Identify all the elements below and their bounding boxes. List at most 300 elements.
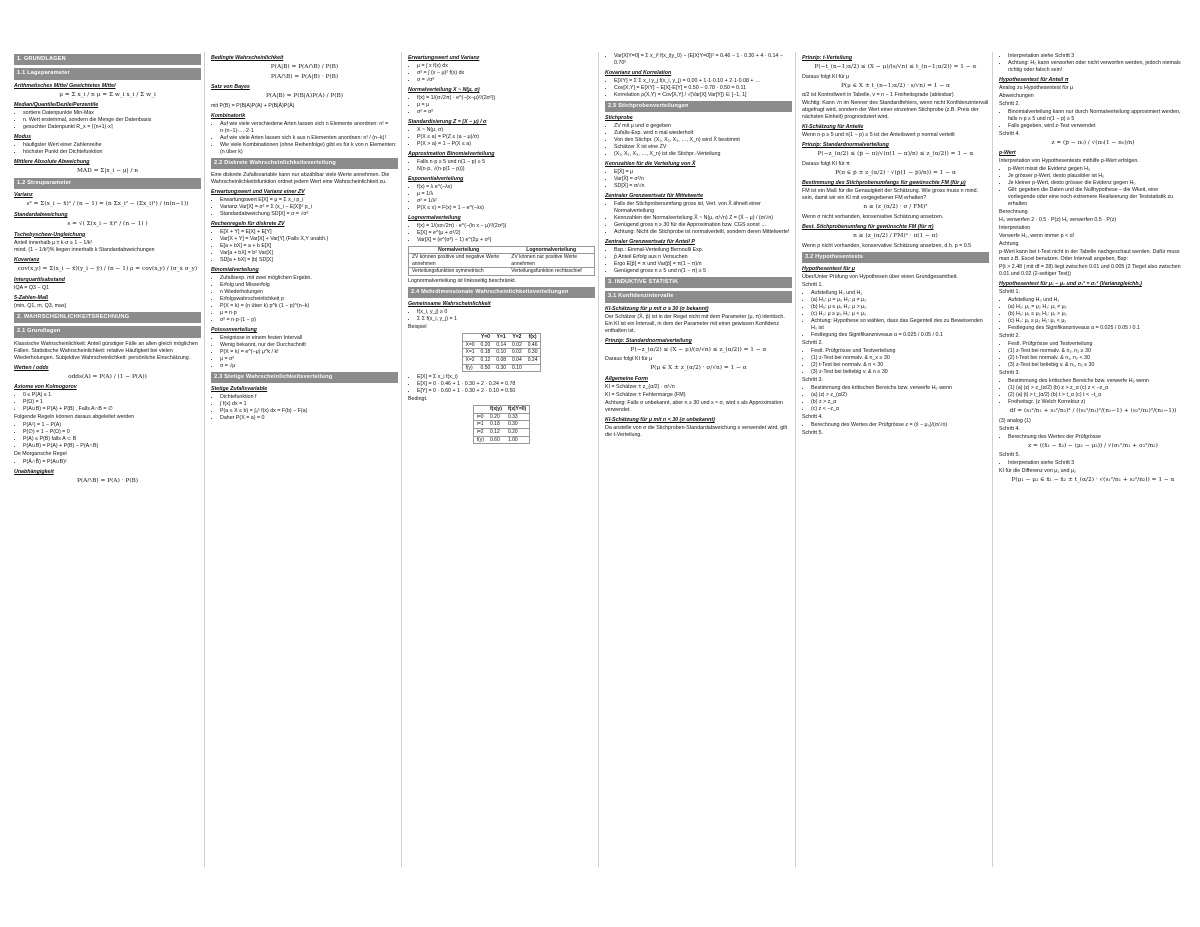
table-header-cell — [473, 406, 487, 414]
list-item: • f(x) = 1/(σ√2π) · e^(−(x−μ)²/(2σ²)) — [417, 95, 595, 102]
bullet-list — [417, 159, 595, 173]
list-item: • X ~ N(μ, σ) — [417, 127, 595, 134]
list-item: • σ² = ∫ (x − μ)² f(x) dx — [417, 70, 595, 77]
table-cell: 0.50 — [478, 364, 494, 372]
list-item: • (3) z-Test bei beliebig v. & n₁, n₂ ≥ 30 — [1008, 362, 1187, 369]
paragraph: Achtung: Falls σ unbekannt, aber n ≥ 30 und s ≈ σ, wird s als Approximation verwendet. — [605, 399, 783, 413]
bullet-list — [417, 223, 595, 244]
column-5 — [802, 52, 993, 867]
list-item: • σ² = 1/λ² — [417, 198, 595, 205]
bullet-list — [1008, 53, 1187, 74]
bullet-list — [1008, 378, 1187, 406]
table-row — [409, 254, 595, 268]
paragraph: Schritt 3. — [999, 370, 1020, 377]
list-item: • Var[X̄] = σ²/n — [614, 176, 792, 183]
bullet-list — [1008, 341, 1187, 369]
paragraph: Abweichungen — [999, 92, 1034, 99]
list-item: • p-Wert misst die Evidenz gegen H₀ — [1008, 166, 1187, 173]
list-item: • E[X] = e^(μ + σ²/2) — [417, 230, 595, 237]
list-item: • Falls der Stichprobenumfang gross ist, Vert. von X̄ ähnelt einer Normalverteilung — [614, 201, 792, 215]
paragraph: mit P(B) = P(B|A)P(A) + P(B|Ā)P(Ā) — [211, 102, 295, 109]
formula: MAD = Σ|x_i − μ| / n — [76, 168, 139, 175]
subsection-title: Erwartungswert und Varianz — [408, 55, 480, 61]
paragraph: p-Wert kann bei t-Test nicht in der Tabelle nachgeschaut werden. Dafür muss man z.B. Excel benutzen. Oder Intervall angeben, Bsp: — [999, 249, 1180, 263]
bullet-list — [417, 127, 595, 148]
table-cell: Verteilungsfunktion rechtsschief — [508, 268, 594, 276]
section-header: 3. INDUKTIVE STATISTIK — [605, 277, 792, 288]
list-item: • P(A) ≤ P(B) falls A ⊂ B — [23, 436, 201, 443]
bullet-list — [614, 78, 792, 99]
list-item: • μ = n·p — [220, 310, 398, 317]
list-item: • (1) z-Test bei normalv. & n₁, n₂ ≥ 30 — [1008, 348, 1187, 355]
subsection-title: Kombinatorik — [211, 112, 246, 119]
column-6 — [999, 52, 1190, 867]
formula: df = (s₁²/n₁ + s₂²/n₂)² / ((s₁²/n₁)²/(n₁−1) + (s₂²/n₂)²/(n₂−1)) — [1009, 407, 1177, 414]
paragraph: Schritt 4. — [999, 425, 1020, 432]
list-item: • Falls n·p ≥ 5 und n(1 − p) ≥ 5 — [417, 159, 595, 166]
section-header: 2.4 Mehrdimensionale Wahrscheinlichkeitsverteilungen — [408, 287, 595, 298]
formula: μ = Σ x_i / n μ = Σ w_i x_i / Σ w_i — [59, 91, 156, 98]
list-item: • SD[X̄] = σ/√n — [614, 183, 792, 190]
section-header: 1.1 Lageparameter — [14, 68, 201, 79]
paragraph: Schritt 4. — [999, 130, 1020, 137]
bullet-list — [1008, 109, 1187, 130]
subsection-title: Zentraler Grenzwertsatz für Anteil P — [605, 239, 695, 246]
bullet-list — [417, 63, 595, 84]
formula: cov(x,y) = Σ(x_i − x̄)(y_i − ȳ) / (n − 1) ρ = cov(x,y) / (σ_x σ_y) — [17, 266, 198, 273]
table-cell: 0.08 — [493, 357, 509, 365]
subsection-title: Standardabweichung — [14, 211, 68, 218]
list-item: • σ = √σ² — [417, 77, 595, 84]
list-item: • (2) (a) |t| > t_(α/2) (b) t > t_α (c) t < −t_α — [1008, 392, 1187, 399]
list-item: • Falls gegeben, wird z-Test verwendet — [1008, 123, 1187, 130]
subsection-title: Erwartungswert und Varianz einer ZV — [211, 189, 305, 196]
table-row — [473, 428, 529, 436]
bullet-list — [1008, 460, 1187, 467]
bullet-list — [1008, 434, 1187, 441]
table-header-cell: Y=2 — [509, 334, 525, 342]
table-cell: f(y) — [473, 436, 487, 444]
section-header: 2.2 Diskrete Wahrscheinlichkeitsverteilung — [211, 158, 398, 169]
formula: P(π ∈ p̂ ± z_(α/2) · √(p̂(1 − p̂)/n)) = 1 − α — [835, 169, 956, 176]
subsection-title: Prinzip: Standardnormalverteilung — [605, 337, 692, 344]
table-cell: i=0 — [473, 413, 487, 421]
paragraph: Bedingt. — [408, 396, 428, 403]
table-cell: 0.46 — [525, 341, 541, 349]
list-item: • Σ Σ f(x_i, y_j) = 1 — [417, 316, 595, 323]
paragraph: P(t > 2.48 | mit df = 28) liegt zwischen 0.01 und 0.005 (2 Tiegel also zwischen 0.01 und 0.02 (2-seitiger Test)) — [999, 264, 1181, 278]
bullet-list — [417, 309, 595, 323]
subsection-title: Stetige Zufallsvariable — [211, 386, 268, 393]
table-cell: 0.02 — [509, 341, 525, 349]
table-cell: 0.30 — [505, 421, 530, 429]
list-item: • Korrelation ρ(X,Y) = Cov[X,Y] / √(Var[X] Var[Y]) ∈ [−1, 1] — [614, 92, 792, 99]
section-header: 3.2 Hypothesentests — [802, 252, 989, 263]
list-item: • (a) |z| > z_(α/2) — [811, 392, 989, 399]
subsection-title: Normalverteilung X ~ N(μ, σ) — [408, 86, 480, 93]
subsection-title: p-Wert — [999, 150, 1016, 157]
table-header-cell: Y=0 — [478, 334, 494, 342]
bullet-list — [1008, 297, 1187, 332]
subsection-title: Exponentialverteilung — [408, 175, 464, 182]
subsection-title: Best. Stichprobenumfang für gewünschte FM (für π) — [802, 223, 934, 230]
paragraph: (min, Q1, m, Q3, max) — [14, 303, 67, 310]
paragraph: Folgende Regeln können daraus abgeleitet werden — [14, 414, 135, 421]
subsection-title: Allgemeine Form — [605, 375, 648, 382]
list-item: • p̂ Anteil Erfolg aus n Versuchen — [614, 254, 792, 261]
list-item: • Je kleiner p-Wert, desto grösser die Evidenz gegen H₀ — [1008, 180, 1187, 187]
list-item: • Wie viele Kombinationen (ohne Reihenfolge) gibt es für k von n Elementen: (n über k) — [220, 142, 398, 156]
subsection-title: KI-Schätzung für Anteile — [802, 124, 864, 131]
list-item: • Schätzer X̄ ist eine ZV — [614, 144, 792, 151]
bullet-list — [1008, 166, 1187, 208]
table-header-cell: f(x|y) — [487, 406, 505, 414]
list-item: • Bestimmung des kritischen Bereichs bzw. verwerfe H₀ wenn — [1008, 378, 1187, 385]
list-item: • P(X = k) = (n über k) p^k (1 − p)^(n−k) — [220, 303, 398, 310]
list-item: • Var[X] = (e^(σ²) − 1) e^(2μ + σ²) — [417, 237, 595, 244]
list-item: • (a) H₀: μ = μ₀ H₁: μ ≠ μ₀ — [811, 297, 989, 304]
list-item: • 0 ≤ P(A) ≤ 1 — [23, 392, 201, 399]
table-row — [473, 421, 529, 429]
formula: P(μ₁ − μ₂ ∈ x̄₁ − x̄₂ ± t_(α/2) · √(s₁²/n₁ + s₂²/n₂)) = 1 − α — [1011, 477, 1175, 484]
table-cell: 0.24 — [525, 357, 541, 365]
table-cell: 0.20 — [505, 428, 530, 436]
table-row — [462, 364, 541, 372]
list-item: • Festl. Prüfgrösse und Testverteilung — [811, 348, 989, 355]
bullet-list — [23, 142, 201, 156]
list-item: • Je grösser p-Wert, desto plausibler ist H₀ — [1008, 173, 1187, 180]
list-item: • Daher P(X = a) = 0 — [220, 415, 398, 422]
list-item: • Festl. Prüfgrösse und Testverteilung — [1008, 341, 1187, 348]
subsection-title: Poissonverteilung — [211, 326, 257, 333]
subsection-title: Zentraler Grenzwertsatz für Mittelwerte — [605, 193, 704, 200]
formula: P(−z_(α/2) ≤ (p̂ − π)/√(π(1 − π)/n) ≤ z_(α/2)) = 1 − α — [817, 151, 974, 158]
paragraph: Da anstelle von σ die Stichproben-Standardabweichung s verwendet wird, gilt die t-Verteilung. — [605, 424, 787, 438]
section-header: 2. WAHRSCHEINLICHKEITSRECHNUNG — [14, 312, 201, 323]
list-item: • μ = σ² — [220, 356, 398, 363]
list-item: • gesuchter Datenpunkt R_x = ⌈(n+1)·x⌉ — [23, 124, 201, 131]
bullet-list — [220, 394, 398, 422]
column-1 — [14, 52, 205, 867]
list-item: • σ² = n·p·(1 − p) — [220, 317, 398, 324]
bullet-list — [811, 422, 989, 429]
table-header-cell — [462, 334, 478, 342]
subsection-title: 5-Zahlen-Maß — [14, 295, 49, 302]
list-item: • P(X > a) = 1 − P(X ≤ a) — [417, 141, 595, 148]
list-item: • Berechnung des Wertes der Prüfgrösse z = (x̄ − μ₀)/(σ/√n) — [811, 422, 989, 429]
list-item: • (1) z-Test bei normalv. & n_x ≥ 30 — [811, 355, 989, 362]
formula: P(−t_(n−1;α/2) ≤ (X̄ − μ)/(s/√n) ≤ t_(n−1;α/2)) = 1 − α — [814, 63, 977, 70]
paragraph: (3) analog (1) — [999, 417, 1031, 424]
paragraph: FM ist ein Maß für die Genauigkeit der Schätzung. Wie gross muss n mind. sein, damit wir ein KI mit vorgegebener FM erhalten? — [802, 188, 979, 202]
subsection-title: KI-Schätzung für μ mit n < 30 (σ unbekannt) — [605, 416, 715, 423]
list-item: • n. Wert ersteinmal, sondern die Menge der Datenbasis — [23, 117, 201, 124]
formula: P(−z_(α/2) ≤ (X̄ − μ)/(σ/√n) ≤ z_(α/2)) = 1 − α — [630, 346, 767, 353]
list-item: • E[X + Y] = E[X] + E[Y] — [220, 229, 398, 236]
subsection-title: Mittlere Absolute Abweichung — [14, 159, 90, 166]
list-item: • P(Ω) = 1 — [23, 399, 201, 406]
subsection-title: Binomialverteilung — [211, 266, 259, 273]
list-item: • SD[a + bX] = |b| SD[X] — [220, 257, 398, 264]
list-item: • Standardabweichung SD[X] = σ = √σ² — [220, 211, 398, 218]
bullet-list — [417, 95, 595, 116]
list-item: • (c) H₀: μ ≥ μ₀ H₁: μ < μ₀ — [811, 311, 989, 318]
table-header-cell: Y=1 — [493, 334, 509, 342]
bullet-list — [811, 348, 989, 376]
list-item: • ∫ f(x) dx = 1 — [220, 401, 398, 408]
table-header-row — [462, 334, 541, 342]
section-header: 2.5 Stichprobenverteilungen — [605, 101, 792, 112]
list-item: • Varianz Var[X] = σ² = Σ (x_i − E[X])² p_i — [220, 204, 398, 211]
subsection-title: Wetten / odds — [14, 364, 49, 371]
list-item: • Festlegung des Signifikanzniveaus α = 0.025 / 0.05 / 0.1 — [1008, 325, 1187, 332]
list-item: • (1) (a) |z| > z_(α/2) (b) z > z_α (c) z < −z_α — [1008, 385, 1187, 392]
table-cell: 0.33 — [505, 413, 530, 421]
table-cell: Verteilungsfunktion symmetrisch — [409, 268, 509, 276]
list-item: • P(A∪B) = P(A) + P(B) − P(A∩B) — [23, 443, 201, 450]
list-item: • (b) z > z_α — [811, 399, 989, 406]
table-row — [462, 341, 541, 349]
list-item: • Wenig bekannt, nur der Durchschnitt — [220, 342, 398, 349]
list-item: • P(Ā∩B̄) = P(A∪B)ᶜ — [23, 459, 201, 466]
list-item: • Zufalls-Exp. wird n mal wiederholt — [614, 130, 792, 137]
section-header: 3.1 Konfidenzintervalle — [605, 291, 792, 302]
table-cell: 0.12 — [478, 357, 494, 365]
list-item: • P(Aᶜ) = 1 − P(A) — [23, 422, 201, 429]
formula: P(A∩B) = P(A) · P(B) — [76, 478, 139, 485]
table-cell: 0.30 — [493, 364, 509, 372]
list-item: • Kennzahlen der Normalverteilung X̄ ~ N(μ, σ/√n) Z = (X̄ − μ) / (σ/√n) — [614, 215, 792, 222]
list-item: • Ergo E[p̂] = π und Var[p̂] = π(1 − π)/n — [614, 261, 792, 268]
paragraph: mind. (1 − 1/k²)% liegen innerhalb k Standardabweichungen — [14, 247, 155, 254]
table-cell: ZV können positive und negative Werte annehmen — [409, 254, 509, 268]
paragraph: Verwerfe H₀, wenn immer p < α! — [999, 233, 1075, 240]
bullet-list — [614, 53, 792, 67]
paragraph: KI = Schätzer ± z_(α/2) · σ/√n — [605, 383, 675, 390]
table-row — [473, 436, 529, 444]
bullet-list — [811, 385, 989, 413]
list-item: • E[Y] = 0 · 0.60 + 1 · 0.30 + 2 · 0.10 = 0.50 — [417, 388, 595, 395]
paragraph: Schritt 1. — [999, 289, 1020, 296]
formula: P(A|B) = P(B|A)P(A) / P(B) — [265, 93, 344, 100]
paragraph: Schritt 5. — [999, 452, 1020, 459]
list-item: • P(a ≤ X ≤ b) = ∫ₐᵇ f(x) dx = F(b) − F(a) — [220, 408, 398, 415]
list-item: • E[X̄] = μ — [614, 169, 792, 176]
section-header: 2.3 Stetige Wahrscheinlichkeitsverteilung — [211, 372, 398, 383]
list-item: • f(x_i, y_j) ≥ 0 — [417, 309, 595, 316]
table-cell: 0.20 — [478, 341, 494, 349]
list-item: • n Wiederholungen — [220, 289, 398, 296]
table-cell: 0.04 — [509, 357, 525, 365]
table-cell: i=1 — [473, 421, 487, 429]
formula: n ≥ (z_(α/2) / FM)² · π(1 − π) — [853, 232, 938, 239]
subsection-title: Arithmetisches Mittel Gewichtetes Mittel — [14, 82, 116, 89]
column-2 — [211, 52, 402, 867]
table-cell: 0.10 — [493, 349, 509, 357]
list-item: • Genügend gross n ≥ 5 und n(1 − π) ≥ 5 — [614, 268, 792, 275]
list-item: • E[X] = 0 · 0.46 + 1 · 0.30 + 2 · 0.24 = 0.78 — [417, 381, 595, 388]
list-item: • Genügend gross n ≥ 30 für die Approximation bzw. CGS sonst … — [614, 222, 792, 229]
list-item: • (a) H₀: μ₁ = μ₂ H₁: μ₁ ≠ μ₂ — [1008, 304, 1187, 311]
list-item: • Festlegung des Signifikanzniveaus α = 0.025 / 0.05 / 0.1 — [811, 332, 989, 339]
list-item: • Var[X + Y] = Var[X] + Var[Y] (Falls X,Y unabh.) — [220, 236, 398, 243]
subsection-title: Median/Quantile/Dezile/Perzentile — [14, 102, 99, 109]
paragraph: Achtung — [999, 241, 1019, 248]
paragraph: Schritt 2. — [999, 100, 1020, 107]
list-item: • (c) H₀: μ₁ ≥ μ₂ H₁: μ₁ < μ₂ — [1008, 318, 1187, 325]
subsection-title: Rechenregeln für diskrete ZV — [211, 221, 285, 228]
list-item: • Var[a + bX] = b² Var[X] — [220, 250, 398, 257]
bullet-list — [23, 392, 201, 413]
bullet-list — [614, 169, 792, 190]
list-item: • μ = ∫ x f(x) dx — [417, 63, 595, 70]
table-cell: i=2 — [473, 428, 487, 436]
formula: P(μ ∈ X̄ ± z_(α/2) · σ/√n) = 1 − α — [650, 365, 747, 372]
paragraph: Analog zu Hypothesentest für μ — [999, 84, 1074, 91]
list-item: • Var[X|Y=0] = Σ x_i² f(x_i|y_0) − (E[X|Y=0])² = 0.46 − 1 · 0.30 + 4 · 0.14 − 0.70² — [614, 53, 792, 67]
bullet-list — [417, 374, 595, 395]
table-row — [462, 349, 541, 357]
subsection-title: Standardisierung Z = (X − μ) / σ — [408, 118, 487, 125]
paragraph: Schritt 1. — [802, 281, 823, 288]
paragraph: Berechnung — [999, 209, 1028, 216]
paragraph: H₀ verwerfen 2 · 0.5 · P(z) H₀ verwerfen 0.5 · P(z) — [999, 217, 1117, 224]
section-header: 1.2 Streuparameter — [14, 178, 201, 189]
paragraph: Daraus folgt KI für π — [802, 160, 850, 167]
paragraph: Schritt 2. — [999, 333, 1020, 340]
paragraph: Schritt 4. — [802, 413, 823, 420]
list-item: • Auf wie viele verschiedene Arten lassen sich n Elemente anordnen: n! = n·(n−1)·…·2·1 — [220, 121, 398, 135]
list-item: • Binomialverteilung kann nur durch Normalverteilung approximiert werden, falls n·p ≥ 5 und n(1 − p) ≥ 5 — [1008, 109, 1187, 123]
bullet-list — [614, 201, 792, 236]
subsection-title: Hypothesentest für μ₁ − μ₂ und σ₁² = σ₂² (Varianzgleichh.) — [999, 281, 1142, 288]
list-item: • f(x) = λ e^(−λx) — [417, 184, 595, 191]
table-cell: X=0 — [462, 341, 478, 349]
table-header-cell: f(x|Y=0) — [505, 406, 530, 414]
list-item: • Aufstellung H₀ und H₁ — [811, 290, 989, 297]
formula: P(μ ∈ X̄ ± t_(n−1;α/2) · s/√n) = 1 − α — [841, 82, 950, 89]
subsection-title: Kovarianz — [14, 257, 40, 264]
list-item: • E[a + bX] = a + b E[X] — [220, 243, 398, 250]
paragraph: Schritt 3. — [802, 376, 823, 383]
bullet-list — [811, 290, 989, 339]
paragraph: Schritt 2. — [802, 339, 823, 346]
subsection-title: Bestimmung des Stichprobenumfangs für gewünschte FM (für μ) — [802, 180, 966, 187]
list-item: • Bsp.: Einmal-Verteilung Bernoulli Exp. — [614, 247, 792, 254]
list-item: • (b) H₀: μ ≤ μ₀ H₁: μ > μ₀ — [811, 304, 989, 311]
paragraph: Interpretation — [999, 225, 1031, 232]
list-item: • Cov[X,Y] = E[XY] − E[X]·E[Y] = 0.50 − 0.78 · 0.50 = 0.11 — [614, 85, 792, 92]
table-header-row — [473, 406, 529, 414]
bullet-list — [220, 197, 398, 218]
list-item: • (3) z-Test bei beliebig v. & n ≥ 30 — [811, 369, 989, 376]
subsection-title: Hypothesentest für μ — [802, 265, 855, 272]
subsection-title: Prinzip: t-Verteilung — [802, 55, 853, 61]
subsection-title: Kennzahlen für die Verteilung von X̄ — [605, 161, 696, 168]
bullet-list — [220, 121, 398, 156]
list-item: • P(∅) = 1 − P(Ω) = 0 — [23, 429, 201, 436]
table-cell: 0.18 — [478, 349, 494, 357]
table-header-cell: Lognormalverteilung — [508, 246, 594, 254]
list-item: • (X₁, X₂, X₃, …, X_n) ist die Stichpr.-Verteilung — [614, 151, 792, 158]
bullet-list — [23, 422, 201, 450]
list-item: • P(A∪B) = P(A) + P(B) , Falls A∩B = ∅ — [23, 406, 201, 413]
list-item: • Interpretation siehe Schritt 3 — [1008, 53, 1187, 60]
formula: P(A∩B) = P(A|B) · P(B) — [270, 73, 339, 80]
list-item: • f(x) = 1/(xσ√2π) · e^(−(ln x − μ)²/(2σ²)) — [417, 223, 595, 230]
formula: z = (p̂ − π₀) / √(π₀(1 − π₀)/n) — [1051, 139, 1135, 146]
subsection-title: Varianz — [14, 192, 33, 199]
subsection-title: Approximation Binomialverteilung — [408, 150, 495, 157]
list-item: • Berechnung des Wertes der Prüfgrösse — [1008, 434, 1187, 441]
table-cell: X=1 — [462, 349, 478, 357]
bullet-list — [220, 275, 398, 324]
section-header: 2.1 Grundlagen — [14, 326, 201, 337]
paragraph: KI = Schätzer ± Fehlermarge (FM) — [605, 391, 686, 398]
table-cell: f(y) — [462, 364, 478, 372]
list-item: • (2) t-Test bei normalv. & n < 30 — [811, 362, 989, 369]
list-item: • ZV mit μ und σ gegeben — [614, 123, 792, 130]
formula: s = √( Σ(x_i − x̄)² / (n − 1) ) — [67, 220, 148, 227]
column-4 — [605, 52, 796, 867]
list-item: • Von den Stichpr. (X₁, X₂, X₃, …, X_n) wird X̄ bestimmt — [614, 137, 792, 144]
paragraph: De Morgansche Regel — [14, 451, 67, 458]
cheat-sheet-page — [14, 52, 1190, 867]
list-item: • Erfolg und Misserfolg — [220, 282, 398, 289]
list-item: • Zufallsexp. mit zwei möglichen Ergebn. — [220, 275, 398, 282]
subsection-title: Tschebyschew-Ungleichung — [14, 231, 86, 238]
list-item: • Erwartungswert E[X] = μ = Σ x_i p_i — [220, 197, 398, 204]
list-item: • E[X] = Σ x_i f(x_i) — [417, 374, 595, 381]
paragraph: Daraus folgt KI für μ — [605, 356, 653, 363]
paragraph: Eine diskrete Zufallsvariable kann nur abzählbar viele Werte annehmen. Die Wahrscheinlichkeitsfunktion ordnet jedem Wert eine Wahrscheinlichkeit zu. — [211, 172, 390, 186]
formula: odds(A) = P(A) / (1 − P(A)) — [68, 373, 147, 380]
table-cell: 0.12 — [487, 428, 505, 436]
list-item: • Aufstellung H₀ und H₁ — [1008, 297, 1187, 304]
paragraph: α/2 ist Kontrollwert in Tabelle, ν = n − 1 Freiheitsgrade (ablesbar) — [802, 92, 954, 99]
bullet-list — [614, 123, 792, 158]
list-item: • P(X = k) = e^(−μ) μ^k / k! — [220, 349, 398, 356]
paragraph: Wenn p nicht vorhanden, konservative Schätzung ansetzen, d.h. p = 0.5 — [802, 242, 972, 249]
table-cell: 0.18 — [487, 421, 505, 429]
bullet-list — [23, 110, 201, 131]
subsection-title: Stichprobe — [605, 115, 633, 122]
list-item: • sortiere Datenpunkte Min-Max — [23, 110, 201, 117]
list-item: • Interpretation siehe Schritt 3 — [1008, 460, 1187, 467]
table-cell: 0.02 — [509, 349, 525, 357]
list-item: • P(X ≤ a) = P(Z ≤ (a − μ)/σ) — [417, 134, 595, 141]
subsection-title: Interquartilsabstand — [14, 277, 65, 284]
table-row — [409, 268, 595, 276]
table-cell: ZV können nur positive Werte annehmen — [508, 254, 594, 268]
subsection-title: Gemeinsame Wahrscheinlichkeit — [408, 301, 491, 308]
list-item: • E[XY] = Σ Σ x_i y_j f(x_i, y_j) = 0.00 + 1·1·0.10 + 2·1·0.08 + … — [614, 78, 792, 85]
paragraph: Wenn σ nicht vorhanden, konservative Schätzung ansetzen. — [802, 214, 944, 220]
subsection-title: Bedingte Wahrscheinlichkeit — [211, 55, 284, 61]
list-item: • μ = μ — [417, 102, 595, 109]
data-table — [473, 405, 530, 444]
list-item: • P(X ≤ x) = F(x) = 1 − e^(−λx) — [417, 205, 595, 212]
list-item: • σ = √μ — [220, 363, 398, 370]
list-item: • Achtung: Nicht die Stichprobe ist normalverteilt, sondern deren Mittelwerte! — [614, 229, 792, 236]
table-cell: X=2 — [462, 357, 478, 365]
subsection-title: Kovarianz und Korrelation — [605, 69, 672, 76]
subsection-title: Modus — [14, 134, 32, 141]
formula: z = ((x̄₁ − x̄₂) − (μ₁ − μ₂)) / √(σ₁²/n₁ + σ₂²/n₂) — [1028, 442, 1158, 449]
list-item: • Achtung: Hypothese so wählen, dass das Gegenteil des zu Beweisenden H₀ ist — [811, 318, 989, 332]
subsection-title: Axiome von Kolmogorov — [14, 384, 77, 391]
table-cell: 0.20 — [487, 413, 505, 421]
